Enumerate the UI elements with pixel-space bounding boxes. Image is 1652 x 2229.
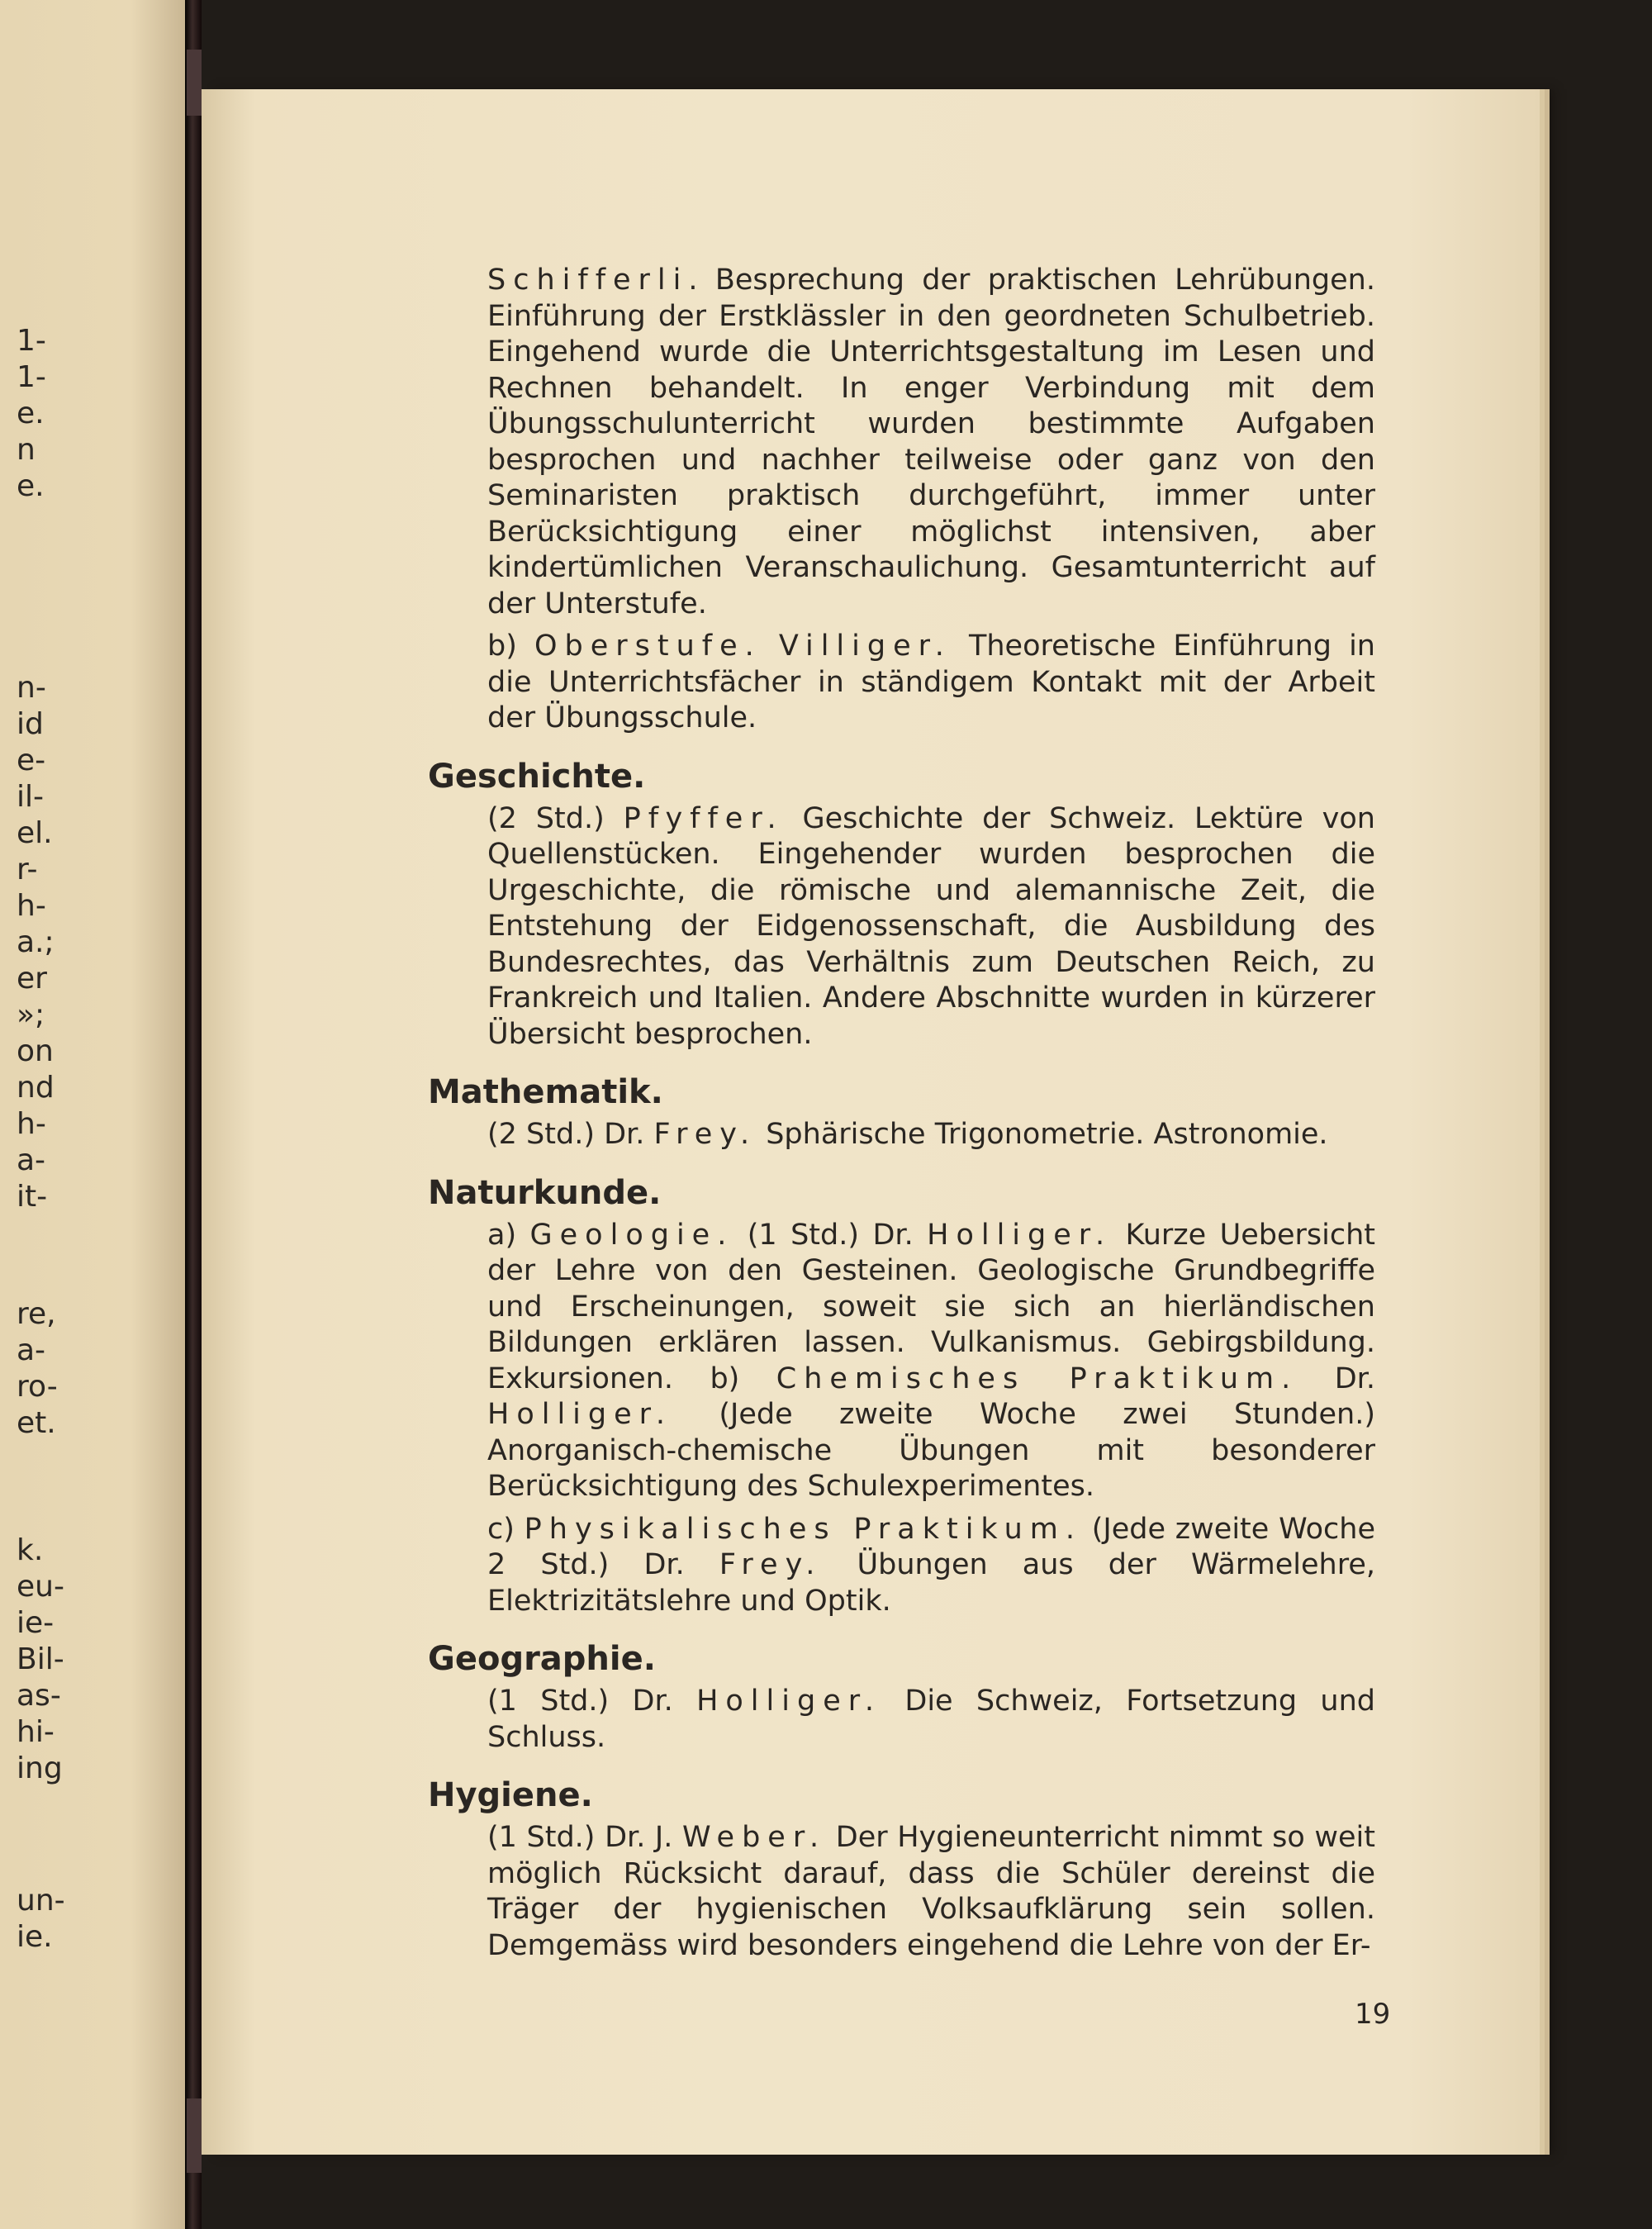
list-prefix: a) bbox=[487, 1218, 530, 1252]
left-page bbox=[0, 0, 187, 2229]
oberstufe-paragraph bbox=[487, 629, 1375, 737]
course-label: Oberstufe. bbox=[534, 630, 762, 663]
left-fragment: re, bbox=[17, 1297, 56, 1331]
author-name: Holliger. bbox=[927, 1218, 1113, 1252]
left-fragment: 1- bbox=[17, 324, 46, 358]
left-fragment: n bbox=[17, 433, 36, 467]
hours-label: (2 Std.) Dr. bbox=[487, 1118, 654, 1151]
left-fragment: et. bbox=[17, 1406, 56, 1440]
author-name: Frey. bbox=[653, 1118, 757, 1151]
paragraph-text: Der Hygieneunterricht nimmt so weit möglich Rücksicht darauf, dass die Schüler dereinst die Träger der hygienischen Volksaufklärung sein sollen. Demgemäss wird besonders eingehend die Lehre von der Er- bbox=[487, 1821, 1375, 1962]
paragraph-text: Die Schweiz, Fortsetzung und Schluss. bbox=[487, 1685, 1375, 1754]
page-number: 19 bbox=[1355, 1998, 1391, 2031]
left-fragment: 1- bbox=[17, 360, 46, 394]
paragraph-text: Kurze Uebersicht der Lehre von den Gesteinen. Geologische Grundbegriffe und Erscheinungen, soweit sie sich an hierländischen Bildungen erklären lassen. Vulkanismus. Gebirgsbildung. Exkursionen. bbox=[487, 1218, 1376, 1395]
hygiene-paragraph bbox=[487, 1820, 1375, 1964]
left-fragment: id bbox=[17, 707, 44, 741]
section-heading-geschichte: Geschichte. bbox=[428, 757, 646, 796]
left-fragment: it- bbox=[17, 1180, 48, 1214]
naturkunde-paragraph-ab bbox=[487, 1218, 1375, 1505]
left-fragment: r- bbox=[17, 853, 38, 886]
left-fragment: nd bbox=[17, 1071, 55, 1105]
hours-label: (1 Std.) Dr. J. bbox=[487, 1821, 682, 1854]
section-heading-hygiene: Hygiene. bbox=[428, 1776, 593, 1814]
left-fragment: n- bbox=[17, 671, 46, 705]
left-fragment: a- bbox=[17, 1333, 46, 1367]
left-fragment: ro- bbox=[17, 1370, 58, 1404]
author-name: Schifferli bbox=[487, 264, 689, 297]
left-fragment: e. bbox=[17, 397, 45, 430]
left-fragment: il- bbox=[17, 780, 44, 814]
left-fragment: e. bbox=[17, 469, 45, 503]
left-fragment: hi- bbox=[17, 1715, 55, 1749]
left-fragment: a- bbox=[17, 1143, 46, 1177]
hours-label: (1 Std.) Dr. bbox=[733, 1218, 928, 1252]
left-fragment: »; bbox=[17, 998, 45, 1032]
left-fragment: k. bbox=[17, 1533, 44, 1567]
author-name: Weber. bbox=[681, 1821, 827, 1854]
left-fragment: el. bbox=[17, 816, 53, 850]
paragraph-text: Übungen aus der Wärmelehre, Elektrizitätslehre und Optik. bbox=[487, 1548, 1375, 1618]
geographie-paragraph bbox=[487, 1684, 1375, 1756]
course-label: Chemisches Praktikum. bbox=[776, 1362, 1298, 1395]
left-fragment: eu- bbox=[17, 1570, 64, 1604]
page-content bbox=[428, 263, 1376, 1970]
naturkunde-paragraph-c bbox=[487, 1512, 1375, 1620]
list-prefix: b) bbox=[487, 630, 534, 663]
intro-paragraph bbox=[487, 263, 1375, 622]
course-label: Geologie. bbox=[529, 1218, 734, 1252]
left-fragment: un- bbox=[17, 1884, 65, 1918]
left-fragment: h- bbox=[17, 1107, 46, 1141]
book-spine bbox=[185, 0, 202, 2229]
hours-label: (2 Std.) bbox=[487, 801, 624, 835]
left-fragment: er bbox=[17, 962, 47, 996]
paragraph-text: Theoretische Einführung in die Unterrichtsfächer in ständigem Kontakt mit der Arbeit der Übungsschule. bbox=[487, 630, 1375, 734]
list-prefix: b) bbox=[710, 1362, 776, 1395]
author-name: Villiger. bbox=[778, 630, 952, 663]
paragraph-text: . Besprechung der praktischen Lehrübungen. Einführung der Erstklässler in den geordneten Schulbetrieb. Eingehend wurde die Unterrichtsgestaltung im Lesen und Rechnen behandelt. In enger Verbindung mit dem Übungsschulunterricht wurden bestimmte Aufgaben besprochen und nachher teilweise oder ganz von den Seminaristen praktisch durchgeführt, immer unter Berücksichtigung einer möglichst intensiven, aber kindertümlichen Veranschaulichung. Gesamtunterricht auf der Unterstufe. bbox=[487, 264, 1375, 620]
mathematik-paragraph bbox=[487, 1117, 1375, 1153]
left-fragment: Bil- bbox=[17, 1642, 64, 1676]
paragraph-text: Sphärische Trigonometrie. Astronomie. bbox=[757, 1118, 1328, 1151]
hours-label: Dr. bbox=[1298, 1362, 1375, 1395]
spine-band bbox=[187, 50, 202, 116]
left-fragment: ie- bbox=[17, 1606, 55, 1640]
author-name: Holliger. bbox=[487, 1398, 672, 1431]
geschichte-paragraph bbox=[487, 801, 1375, 1053]
left-fragment: e- bbox=[17, 744, 46, 777]
paragraph-text: (Jede zweite Woche zwei Stunden.) Anorganisch-chemische Übungen mit besonderer Berücksichtigung des Schulexperimentes. bbox=[487, 1398, 1375, 1503]
list-prefix: c) bbox=[487, 1512, 525, 1546]
left-fragment: a.; bbox=[17, 925, 55, 959]
author-name: Pfyffer. bbox=[623, 801, 784, 835]
section-heading-mathematik: Mathematik. bbox=[428, 1073, 663, 1111]
course-label: Physikalisches Praktikum. bbox=[524, 1512, 1083, 1546]
left-fragment: h- bbox=[17, 889, 46, 923]
left-fragment: as- bbox=[17, 1679, 61, 1713]
left-fragment: on bbox=[17, 1034, 54, 1068]
hours-label: (Jede zweite Woche 2 Std.) Dr. bbox=[487, 1512, 1376, 1581]
section-heading-naturkunde: Naturkunde. bbox=[428, 1173, 662, 1212]
left-fragment: ing bbox=[17, 1751, 63, 1785]
section-heading-geographie: Geographie. bbox=[428, 1640, 656, 1678]
author-name: Holliger. bbox=[696, 1685, 882, 1718]
author-name: Frey. bbox=[719, 1548, 823, 1581]
spine-band bbox=[187, 2098, 202, 2173]
paragraph-text: Geschichte der Schweiz. Lektüre von Quellenstücken. Eingehender wurden besprochen die Urgeschichte, die römische und alemannische Zeit, die Entstehung der Eidgenossenschaft, die Ausbildung des Bundesrechtes, das Verhältnis zum Deutschen Reich, zu Frankreich und Italien. Andere Abschnitte wurden in kürzerer Übersicht besprochen. bbox=[487, 801, 1375, 1051]
left-fragment: ie. bbox=[17, 1920, 53, 1954]
hours-label: (1 Std.) Dr. bbox=[487, 1685, 697, 1718]
